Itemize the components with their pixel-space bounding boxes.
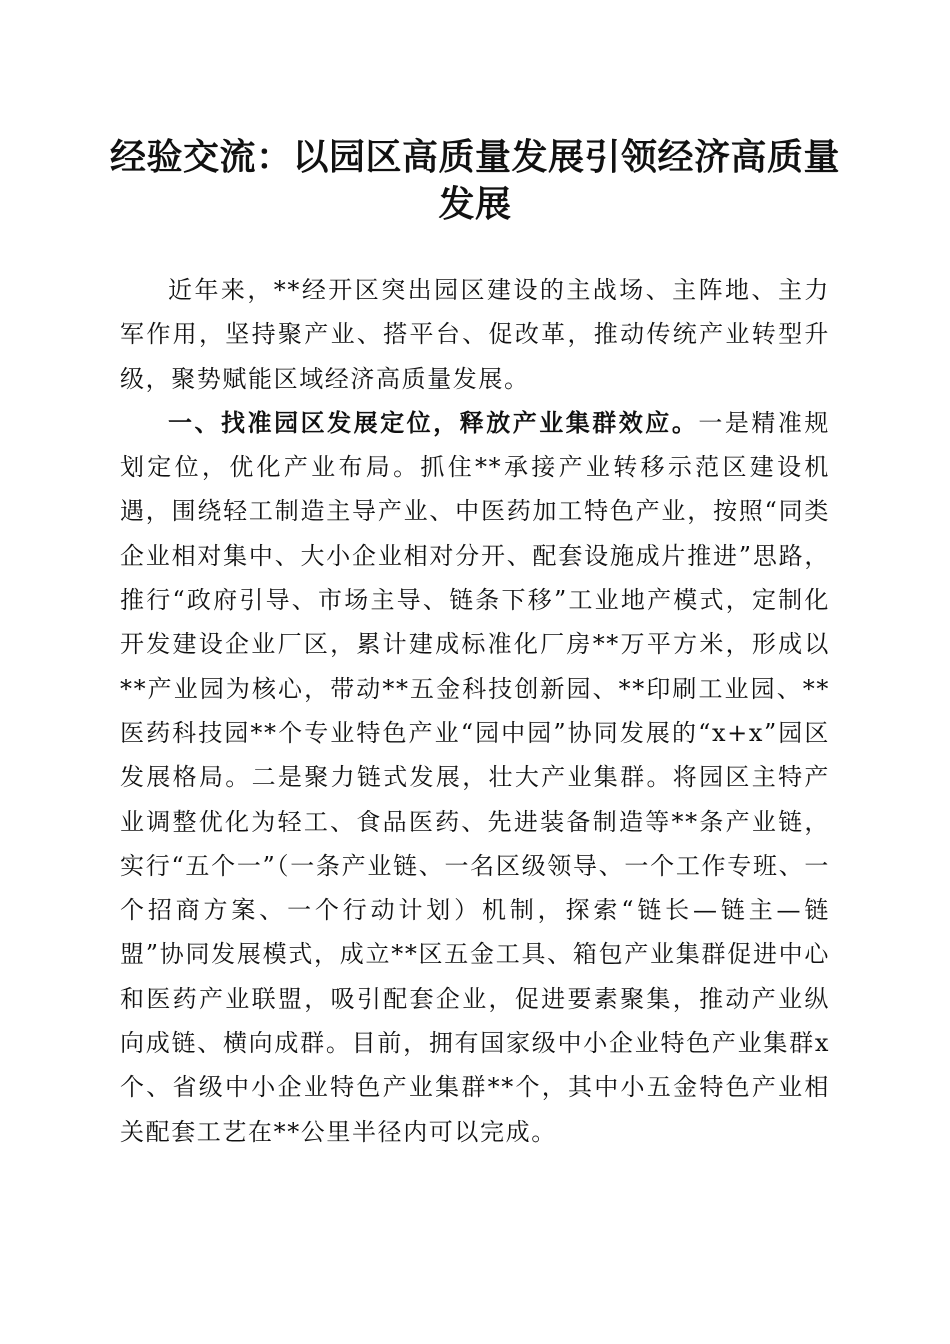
document-body xyxy=(120,268,830,1154)
section-1-paragraph xyxy=(120,401,830,1154)
section-1-heading: 一、找准园区发展定位，释放产业集群效应。 xyxy=(168,407,699,437)
document-title: 经验交流：以园区高质量发展引领经济高质量发展 xyxy=(110,136,841,225)
section-1-body: 一是精准规划定位，优化产业布局。抓住**承接产业转移示范区建设机遇，围绕轻工制造主导产业、中医药加工特色产业，按照“同类企业相对集中、大小企业相对分开、配套设施成片推进”思路，推行“政府引导、市场主导、链条下移”工业地产模式，定制化开发建设企业厂区，累计建成标准化厂房**万平方米，形成以**产业园为核心，带动**五金科技创新园、**印刷工业园、**医药科技园**个专业特色产业“园中园”协同发展的“x+x”园区发展格局。二是聚力链式发展，壮大产业集群。将园区主特产业调整优化为轻工、食品医药、先进装备制造等**条产业链，实行“五个一”（一条产业链、一名区级领导、一个工作专班、一个招商方案、一个行动计划）机制，探索“链长—链主—链盟”协同发展模式，成立**区五金工具、箱包产业集群促进中心和医药产业联盟，吸引配套企业，促进要素聚集，推动产业纵向成链、横向成群。目前，拥有国家级中小企业特色产业集群x个、省级中小企业特色产业集群**个，其中小五金特色产业相关配套工艺在**公里半径内可以完成。 xyxy=(120,408,831,1146)
intro-paragraph: 近年来，**经开区突出园区建设的主战场、主阵地、主力军作用，坚持聚产业、搭平台、促改革，推动传统产业转型升级，聚势赋能区域经济高质量发展。 xyxy=(120,276,830,393)
